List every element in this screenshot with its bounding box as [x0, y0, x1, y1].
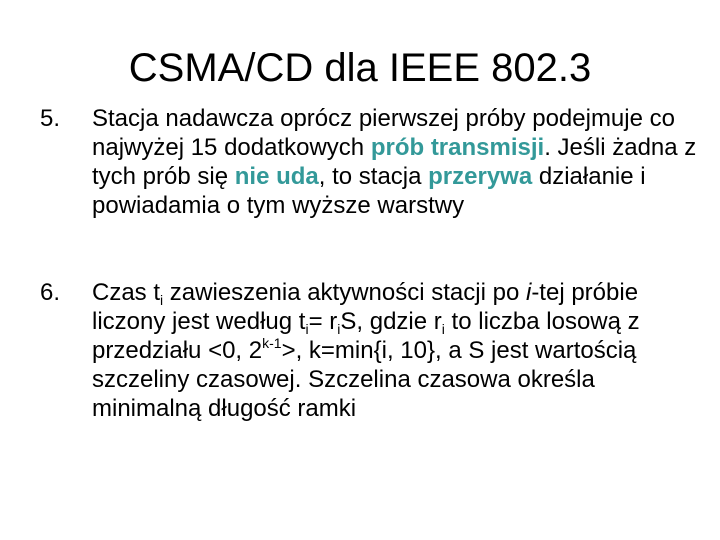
- highlight-przerywa: przerywa: [428, 163, 533, 190]
- slide-title: CSMA/CD dla IEEE 802.3: [128, 46, 592, 90]
- highlight-prob-transmisji: prób transmisji: [370, 134, 545, 161]
- item-number: 6.: [40, 279, 61, 306]
- text-segment: S, gdzie r: [340, 308, 442, 335]
- subscript: i: [441, 321, 445, 337]
- text-segment: Stacja nadawcza oprócz pierwszej próby podejmuje co najwyżej 15 dodatkowych: [92, 105, 675, 161]
- italic-i: i: [525, 279, 532, 306]
- text-segment: , to stacja: [318, 163, 429, 190]
- text-segment: działanie i powiadamia o tym wyższe warstwy: [92, 163, 646, 219]
- subscript: i: [337, 321, 341, 337]
- highlight-nie-uda: nie uda: [234, 163, 319, 190]
- item-number: 5.: [40, 105, 61, 132]
- list-item-5: [40, 104, 700, 220]
- text-segment: . Jeśli żadna z tych prób się: [92, 134, 697, 190]
- subscript: i: [160, 292, 164, 308]
- item-text: [92, 104, 700, 220]
- subscript: i: [305, 321, 309, 337]
- text-segment: >, k=min{i, 10}, a S jest wartością szczeliny czasowej. Szczelina czasowa określa minimalną długość ramki: [92, 337, 637, 422]
- item-text: [92, 278, 700, 423]
- text-segment: Czas t: [92, 279, 161, 306]
- superscript: k-1: [262, 335, 282, 351]
- text-segment: = r: [308, 308, 338, 335]
- list-item-6: [40, 278, 700, 423]
- text-segment: zawieszenia aktywności stacji po: [163, 279, 526, 306]
- text-segment: to liczba losową z przedziału <0, 2: [92, 308, 640, 364]
- text-segment: -tej próbie liczony jest według t: [92, 279, 639, 335]
